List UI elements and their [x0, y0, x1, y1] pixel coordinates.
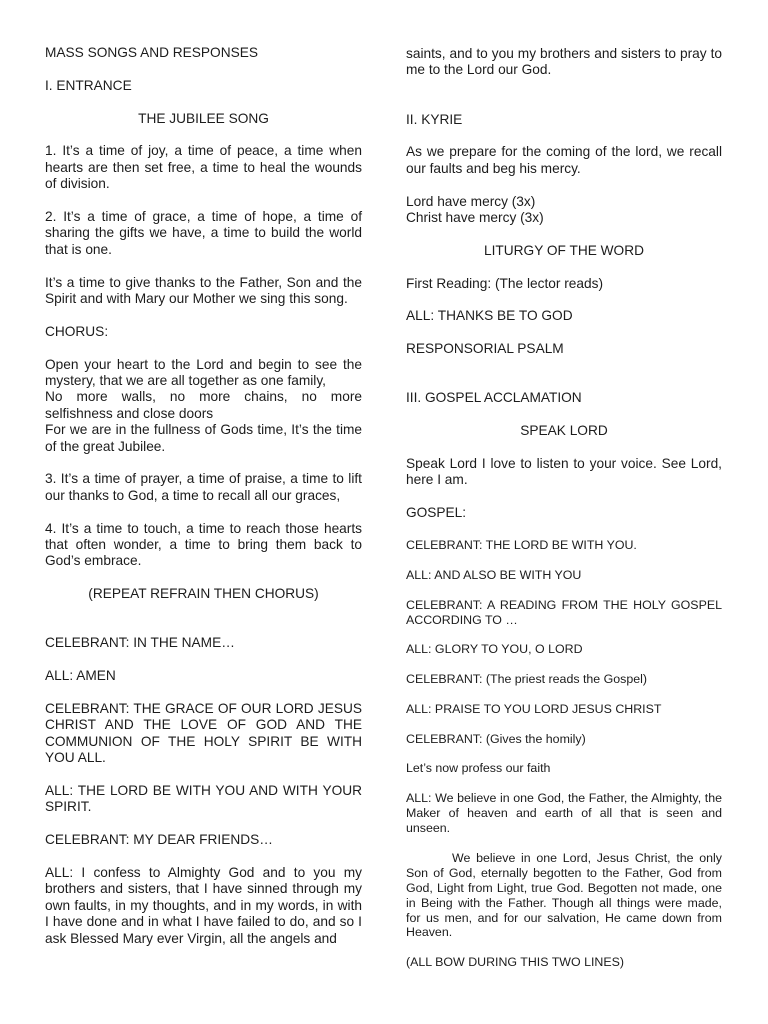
celebrant-line: CELEBRANT: IN THE NAME… — [45, 635, 235, 651]
chorus-line: No more walls, no more chains, no more selfishness and close doors — [45, 389, 362, 421]
first-reading-instruction: First Reading: (The lector reads) — [406, 275, 604, 291]
song-verse-3: 3. It’s a time of prayer, a time of praise, a time to lift our thanks to God, a time to recall all our graces, — [45, 471, 362, 503]
confiteor-text: ALL: I confess to Almighty God and to you my brothers and sisters, that I have sinned through my own faults, in my thoughts, and in my words, in with I have done and in what I have failed to do, and so I ask Blessed Mary ever Virgin, all the angels and — [45, 865, 362, 946]
gospel-label: GOSPEL: — [406, 505, 467, 521]
song-lyrics: Speak Lord I love to listen to your voice. See Lord, here I am. — [406, 456, 722, 488]
congregation-response: ALL: AND ALSO BE WITH YOU — [406, 567, 582, 582]
song-verse-1: 1. It’s a time of joy, a time of peace, a time when hearts are then set free, a time to heal the wounds of division. — [45, 143, 362, 192]
chorus-line: Open your heart to the Lord and begin to see the mystery, that we are all together as one family, — [45, 356, 362, 389]
congregation-response: ALL: THE LORD BE WITH YOU AND WITH YOUR SPIRIT. — [45, 783, 362, 815]
congregation-response: ALL: AMEN — [45, 668, 116, 684]
celebrant-line: CELEBRANT: THE LORD BE WITH YOU. — [406, 538, 637, 552]
kyrie-line: Christ have mercy (3x) — [406, 210, 544, 226]
celebrant-line: CELEBRANT: THE GRACE OF OUR LORD JESUS CHRIST AND THE LOVE OF GOD AND THE COMMUNION OF THE HOLY SPIRIT BE WITH YOU ALL. — [45, 701, 362, 766]
section-heading-entrance: I. ENTRANCE — [45, 77, 132, 93]
section-heading-liturgy-of-the-word: LITURGY OF THE WORD — [484, 242, 644, 258]
creed-paragraph: We believe in one Lord, Jesus Christ, the only Son of God, eternally begotten to the Father, God from God, Light from Light, true God. Begotten not made, one in Being with the Father. Though all things were made, for us men, and for our salvation, He came down from Heaven. — [406, 850, 722, 940]
left-column — [45, 45, 362, 963]
chorus-line: For we are in the fullness of Gods time, It’s the time of the great Jubilee. — [45, 422, 362, 454]
song-title: SPEAK LORD — [520, 423, 608, 439]
song-title: THE JUBILEE SONG — [138, 110, 269, 126]
section-heading-kyrie: II. KYRIE — [406, 111, 463, 127]
section-heading-gospel-acclamation: III. GOSPEL ACCLAMATION — [406, 390, 582, 406]
chorus-label: CHORUS: — [45, 323, 109, 339]
celebrant-line: CELEBRANT: A READING FROM THE HOLY GOSPEL ACCORDING TO … — [406, 597, 722, 627]
chorus-text — [45, 357, 362, 455]
congregation-response: ALL: GLORY TO YOU, O LORD — [406, 642, 583, 657]
song-verse-2: 2. It’s a time of grace, a time of hope, a time of sharing the gifts we have, a time to build the world that is one. — [45, 209, 362, 257]
creed-intro: Let’s now profess our faith — [406, 761, 551, 776]
repeat-instruction: (REPEAT REFRAIN THEN CHORUS) — [88, 586, 319, 602]
document-title: MASS SONGS AND RESPONSES — [45, 45, 258, 60]
responsorial-psalm-label: RESPONSORIAL PSALM — [406, 341, 564, 357]
kyrie-intro: As we prepare for the coming of the lord, we recall our faults and beg his mercy. — [406, 144, 722, 176]
congregation-response: ALL: PRAISE TO YOU LORD JESUS CHRIST — [406, 701, 662, 716]
congregation-response: ALL: THANKS BE TO GOD — [406, 308, 573, 324]
song-verse-4: 4. It’s a time to touch, a time to reach those hearts that often wonder, a time to bring them back to God’s embrace. — [45, 520, 362, 569]
celebrant-line: CELEBRANT: (The priest reads the Gospel) — [406, 672, 648, 687]
celebrant-line: CELEBRANT: MY DEAR FRIENDS… — [45, 832, 273, 848]
confiteor-continued-text: saints, and to you my brothers and sisters to pray to me to the Lord our God. — [406, 46, 722, 78]
creed-paragraph: ALL: We believe in one God, the Father, the Almighty, the Maker of heaven and earth of all that is seen and unseen. — [406, 791, 722, 836]
song-refrain: It’s a time to give thanks to the Father, Son and the Spirit and with Mary our Mother we sing this song. — [45, 274, 362, 307]
kyrie-line: Lord have mercy (3x) — [406, 193, 536, 209]
right-column — [406, 46, 722, 985]
celebrant-line: CELEBRANT: (Gives the homily) — [406, 731, 586, 746]
creed-bow-instruction: (ALL BOW DURING THIS TWO LINES) — [406, 955, 625, 970]
kyrie-responses — [406, 194, 722, 227]
